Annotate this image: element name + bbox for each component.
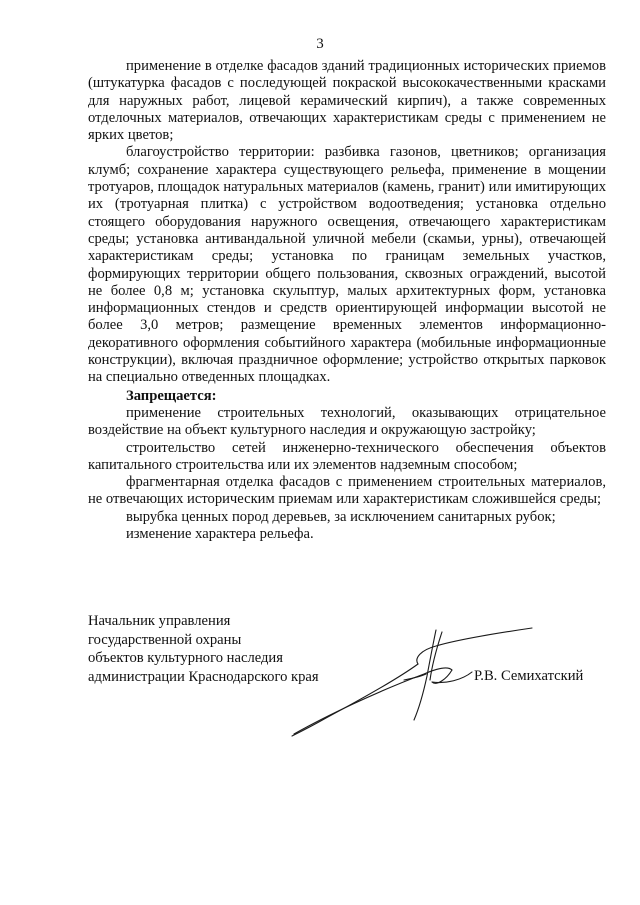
position-line: администрации Краснодарского края — [88, 668, 319, 685]
paragraph-landscaping: благоустройство территории: разбивка газонов, цветников; организация клумб; сохранение характера существующего рельефа, применение в мощении тротуаров, площадок натуральных материалов (камень, гранит) или имитирующих их (тротуарная плитка) с устройством водоотведения; установка отдельно стоящего оборудования наружного освещения, отвечающего характеристикам среды; установка антивандальной уличной мебели (скамьи, урны), отвечающей характеристикам среды; установка по границам земельных участков, формирующих территории общего пользования, сквозных ограждений, высотой не более 0,8 м; установка скульптур, малых архитектурных форм, установка информационных стендов и средств ориентирующей информации высотой не более 3,0 метров; размещение временных элементов информационно-декоративного оформления событийного характера (мобильные информационные конструкции), включая праздничное оформление; устройство открытых парковок на специально отведенных площадках. — [88, 144, 606, 386]
page-number: 3 — [316, 36, 324, 52]
signer-name: Р.В. Семихатский — [474, 668, 584, 684]
signatory-position — [88, 612, 319, 686]
prohibited-item: фрагментарная отделка фасадов с применением строительных материалов, не отвечающих историческим приемам или характеристикам сложившейся среды; — [88, 474, 606, 508]
prohibited-item: вырубка ценных пород деревьев, за исключением санитарных рубок; — [126, 508, 556, 525]
position-line: объектов культурного наследия — [88, 650, 283, 667]
prohibited-heading: Запрещается: — [126, 387, 217, 404]
prohibited-item: применение строительных технологий, оказывающих отрицательное воздействие на объект культурного наследия и окружающую застройку; — [88, 404, 606, 439]
position-line: Начальник управления — [88, 613, 231, 629]
paragraph-facade-finishing: применение в отделке фасадов зданий традиционных исторических приемов (штукатурка фасадов с последующей покраской высококачественными красками для наружных работ, лицевой керамический кирпич), а также современных отделочных материалов, отвечающих характеристикам среды с применением не ярких цветов; — [88, 58, 606, 144]
document-body — [88, 58, 606, 543]
prohibited-item: изменение характера рельефа. — [126, 526, 314, 543]
prohibited-item: строительство сетей инженерно-технического обеспечения объектов капитального строительства или их элементов надземным способом; — [88, 439, 606, 473]
position-line: государственной охраны — [88, 631, 242, 648]
